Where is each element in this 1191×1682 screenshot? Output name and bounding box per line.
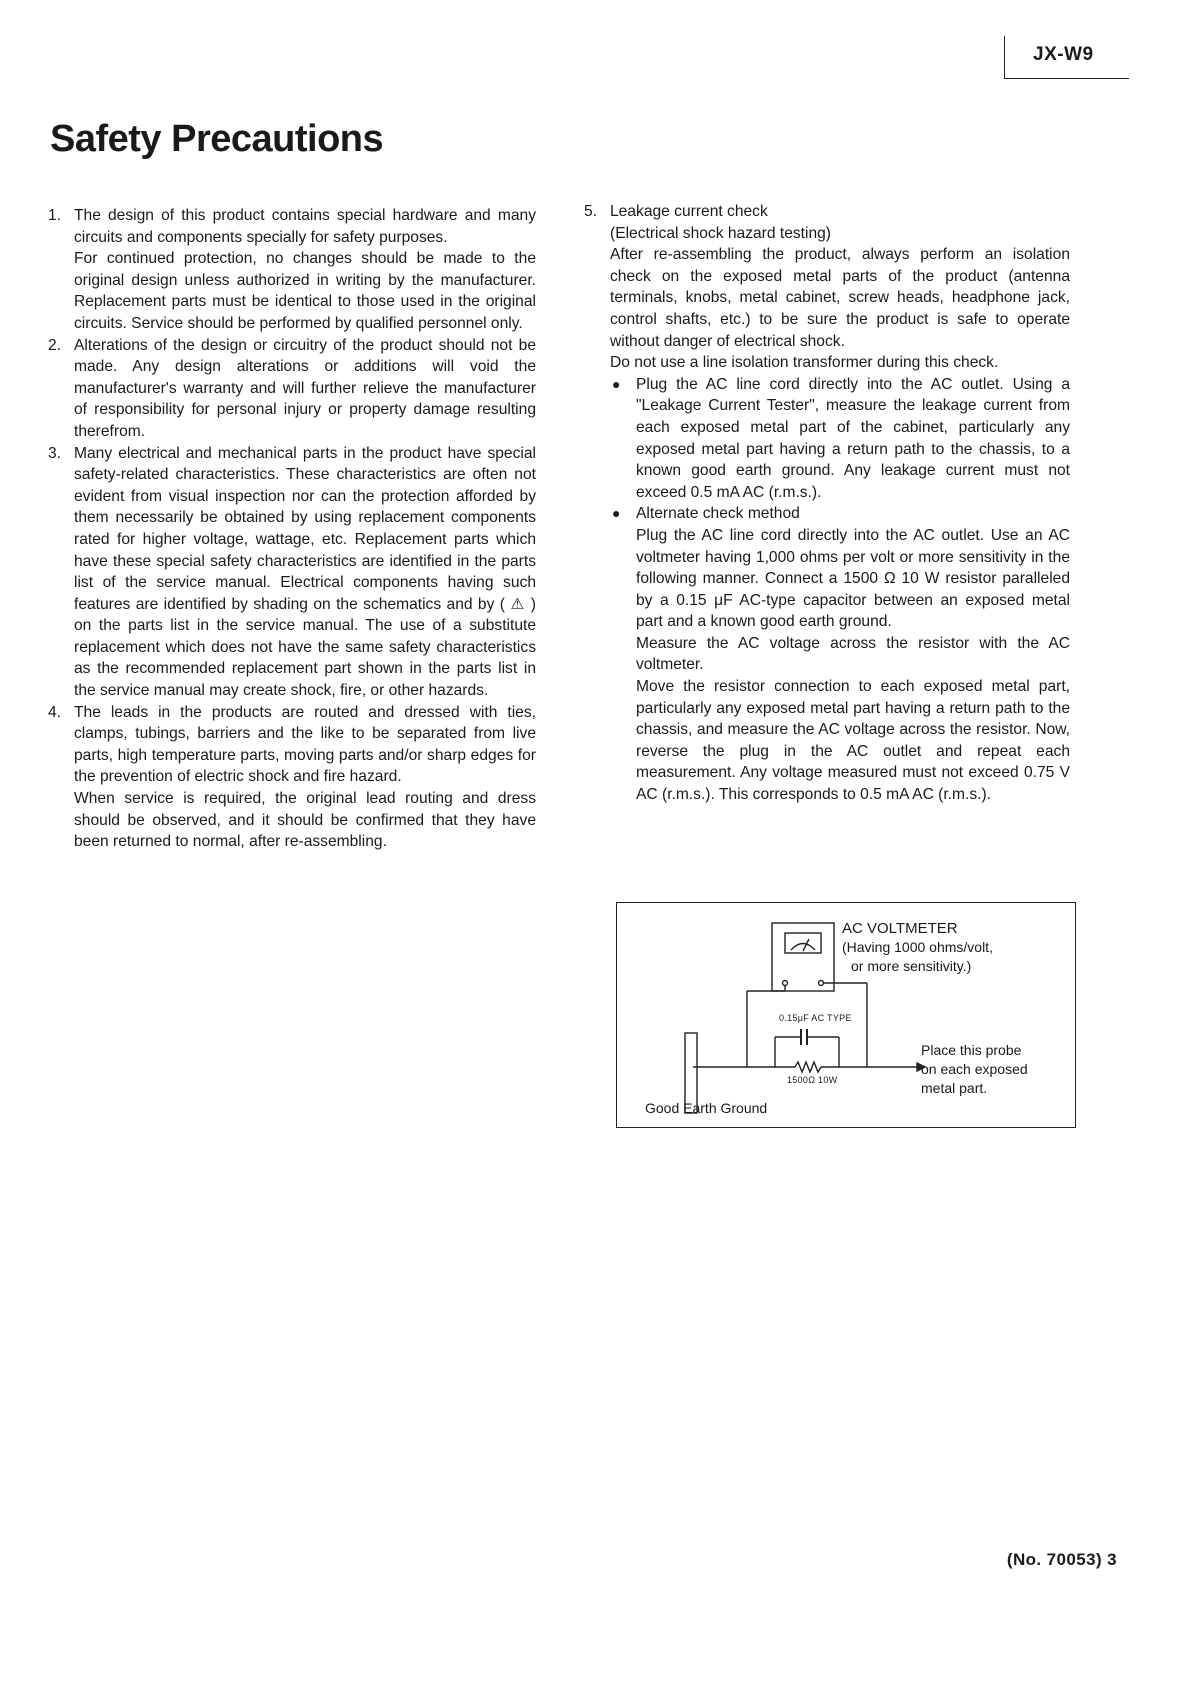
item-number: 4. — [48, 703, 62, 721]
resistor-symbol — [795, 1062, 821, 1072]
right-column — [584, 201, 1070, 806]
bullet-alternate-method — [610, 503, 1070, 805]
bullet-paragraph: Plug the AC line cord directly into the AC outlet. Using a "Leakage Current Tester", measure the leakage current from each exposed metal part of the cabinet, particularly any exposed metal part having a return path to the chassis, to a known good earth ground. Any leakage current must not exceed 0.5 mA AC (r.m.s.). — [636, 375, 1070, 501]
precaution-item-1 — [48, 205, 536, 335]
item-paragraph: After re-assembling the product, always perform an isolation check on the exposed metal parts of the product (antenna terminals, knobs, metal cabinet, screw heads, headphone jack, control shafts, etc.) to be sure the product is safe to operate without danger of electrical shock. — [610, 246, 1070, 350]
item-paragraph: Do not use a line isolation transformer during this check. — [610, 354, 999, 372]
item-paragraph: Many electrical and mechanical parts in the product have special safety-related characteristics. These characteristics are often not evident from visual inspection nor can the protection afforded by them necessarily be obtained by using replacement components rated for higher voltage, wattage, etc. Replacement parts which have these special safety characteristics are identified in the parts list of the service manual. Electrical components having such features are identified by shading on the schematics and by ( ⚠ ) on the parts list in the service manual. The use of a substitute replacement which does not have the same safety characteristics as the recommended replacement part shown in the parts list in the service manual may create shock, fire, or other hazards. — [74, 444, 536, 700]
bullet-icon: ● — [612, 505, 621, 522]
item-paragraph: The design of this product contains special hardware and many circuits and components specially for safety purposes. — [74, 207, 536, 246]
precaution-item-4 — [48, 702, 536, 853]
bullet-leakage-tester — [610, 374, 1070, 504]
left-column — [48, 205, 536, 853]
resistor-label: 1500Ω 10W — [787, 1075, 838, 1085]
item-paragraph: For continued protection, no changes should be made to the original design unless authorized in writing by the manufacturer. Replacement parts must be identical to those used in the original circuits. Service should be performed by qualified personnel only. — [74, 250, 536, 332]
item-paragraph: When service is required, the original lead routing and dress should be observed, and it should be confirmed that they have been returned to normal, after re-assembling. — [74, 790, 536, 851]
model-number: JX-W9 — [1033, 44, 1094, 65]
bullet-paragraph: Plug the AC line cord directly into the AC outlet. Use an AC voltmeter having 1,000 ohms per volt or more sensitivity in the following manner. Connect a 1500 Ω 10 W resistor paralleled by a 0.15 μF AC-type capacitor between an exposed metal part and a known good earth ground. — [636, 526, 1070, 631]
capacitor-label: 0.15μF AC TYPE — [779, 1013, 852, 1023]
item-number: 5. — [584, 203, 598, 220]
precaution-item-2 — [48, 335, 536, 443]
probe-label: Place this probe — [921, 1042, 1022, 1058]
precaution-item-5 — [584, 201, 1070, 806]
item-number: 2. — [48, 336, 62, 354]
item-paragraph: Alterations of the design or circuitry of the product should not be made. Any design alterations or additions will void the manufacturer's warranty and will further relieve the manufacturer of responsibility for personal injury or property damage resulting therefrom. — [74, 336, 536, 440]
probe-label: on each exposed — [921, 1061, 1028, 1077]
bullet-heading: Alternate check method — [636, 505, 800, 523]
page-title: Safety Precautions — [50, 118, 384, 160]
bullet-paragraph: Move the resistor connection to each exposed metal part, particularly any exposed metal part having a return path to the chassis, and measure the AC voltage across the resistor. Now, reverse the plug in the AC outlet and repeat each measurement. Any voltage measured must not exceed 0.75 V AC (r.m.s.). This corresponds to 0.5 mA AC (r.m.s.). — [636, 678, 1070, 804]
item-number: 3. — [48, 444, 62, 462]
terminal-left — [783, 981, 788, 986]
voltmeter-note: or more sensitivity.) — [851, 958, 972, 974]
item-paragraph: The leads in the products are routed and dressed with ties, clamps, tubings, barriers and the like to be separated from live parts, high temperature parts, moving parts and/or sharp edges for the prevention of electric shock and fire hazard. — [74, 703, 536, 786]
meter-scale — [791, 944, 815, 951]
leakage-test-diagram — [616, 902, 1076, 1128]
ground-label: Good Earth Ground — [645, 1100, 768, 1116]
precaution-item-3 — [48, 443, 536, 702]
item-subheading: (Electrical shock hazard testing) — [610, 224, 832, 242]
bullet-icon: ● — [612, 375, 621, 392]
probe-label: metal part. — [921, 1080, 988, 1096]
voltmeter-title: AC VOLTMETER — [842, 920, 958, 937]
item-heading: Leakage current check — [610, 203, 768, 220]
model-header-box — [1004, 36, 1129, 79]
page-footer: (No. 70053) 3 — [1006, 1550, 1117, 1569]
voltmeter-note: (Having 1000 ohms/volt, — [842, 939, 993, 955]
bullet-paragraph: Measure the AC voltage across the resistor with the AC voltmeter. — [636, 634, 1070, 674]
item-number: 1. — [48, 207, 62, 224]
terminal-right — [819, 981, 824, 986]
